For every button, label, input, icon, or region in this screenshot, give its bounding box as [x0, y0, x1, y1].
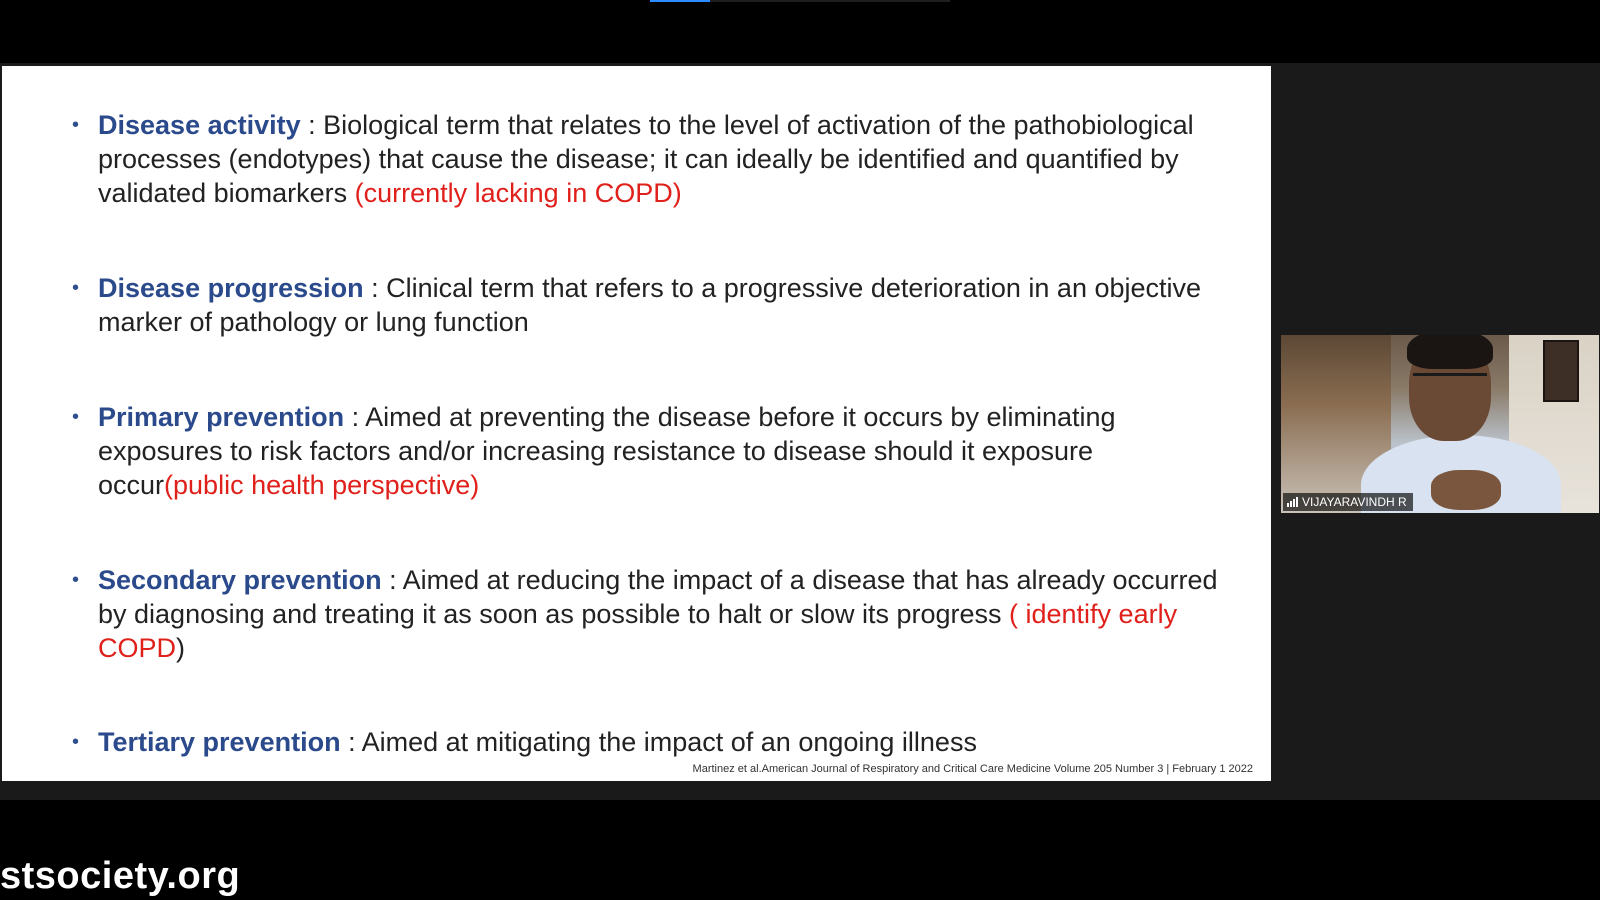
bullet-tertiary-prevention [72, 725, 1222, 759]
participant-name: VIJAYARAVINDH R [1302, 495, 1407, 509]
bullet-text: Aimed at reducing the impact of a disease that has already occurred by diagnosing and treating it as soon as possible to halt or slow its progress [98, 565, 1218, 629]
participant-name-tag [1283, 493, 1413, 511]
participant-hand [1431, 470, 1501, 510]
bullet-highlight: ( identify early COPD [98, 599, 1178, 663]
shared-slide [2, 66, 1271, 781]
bullet-text: Biological term that relates to the level of activation of the pathobiological processes (endotypes) that cause the disease; it can ideally be identified and quantified by validated biomarkers [98, 110, 1194, 208]
bullet-dot: • [72, 569, 80, 591]
bullet-term: Disease progression [98, 273, 364, 303]
bullet-dot: • [72, 406, 80, 428]
bullet-separator: : [344, 402, 366, 432]
share-progress-bar [650, 0, 950, 2]
bullet-separator: : [340, 727, 362, 757]
bullet-text: Aimed at preventing the disease before it occurs by eliminating exposures to risk factors and/or increasing resistance to disease should it exposure occur [98, 402, 1116, 500]
bullet-dot: • [72, 114, 80, 136]
bullet-secondary-prevention [72, 563, 1222, 665]
participant-video-tile[interactable] [1281, 335, 1599, 513]
bullet-highlight: (public health perspective) [164, 470, 480, 500]
bullet-disease-progression [72, 271, 1222, 339]
participant-hair [1407, 335, 1493, 369]
bullet-primary-prevention [72, 400, 1222, 502]
participant-glasses [1413, 373, 1487, 394]
bullet-term: Primary prevention [98, 402, 345, 432]
wall-frame [1543, 340, 1579, 402]
bullet-dot: • [72, 731, 80, 753]
bullet-text: Aimed at mitigating the impact of an ongoing illness [361, 727, 977, 757]
bullet-separator: : [381, 565, 403, 595]
bullet-text: Clinical term that refers to a progressive deterioration in an objective marker of pathology or lung function [98, 273, 1202, 337]
bullet-separator: : [363, 273, 387, 303]
bullet-term: Secondary prevention [98, 565, 382, 595]
bullet-tail: ) [176, 633, 186, 663]
slide-citation: Martinez et al.American Journal of Respiratory and Critical Care Medicine Volume 205 Number 3 | February 1 2022 [692, 763, 1253, 775]
bullet-highlight: (currently lacking in COPD) [354, 178, 682, 208]
bullet-disease-activity [72, 108, 1222, 210]
bullet-term: Disease activity [98, 110, 301, 140]
watermark-text: stsociety.org [0, 855, 241, 897]
bullet-term: Tertiary prevention [98, 727, 341, 757]
signal-bars-icon [1287, 497, 1298, 507]
bullet-dot: • [72, 277, 80, 299]
bullet-separator: : [300, 110, 324, 140]
share-progress-fill [650, 0, 710, 2]
